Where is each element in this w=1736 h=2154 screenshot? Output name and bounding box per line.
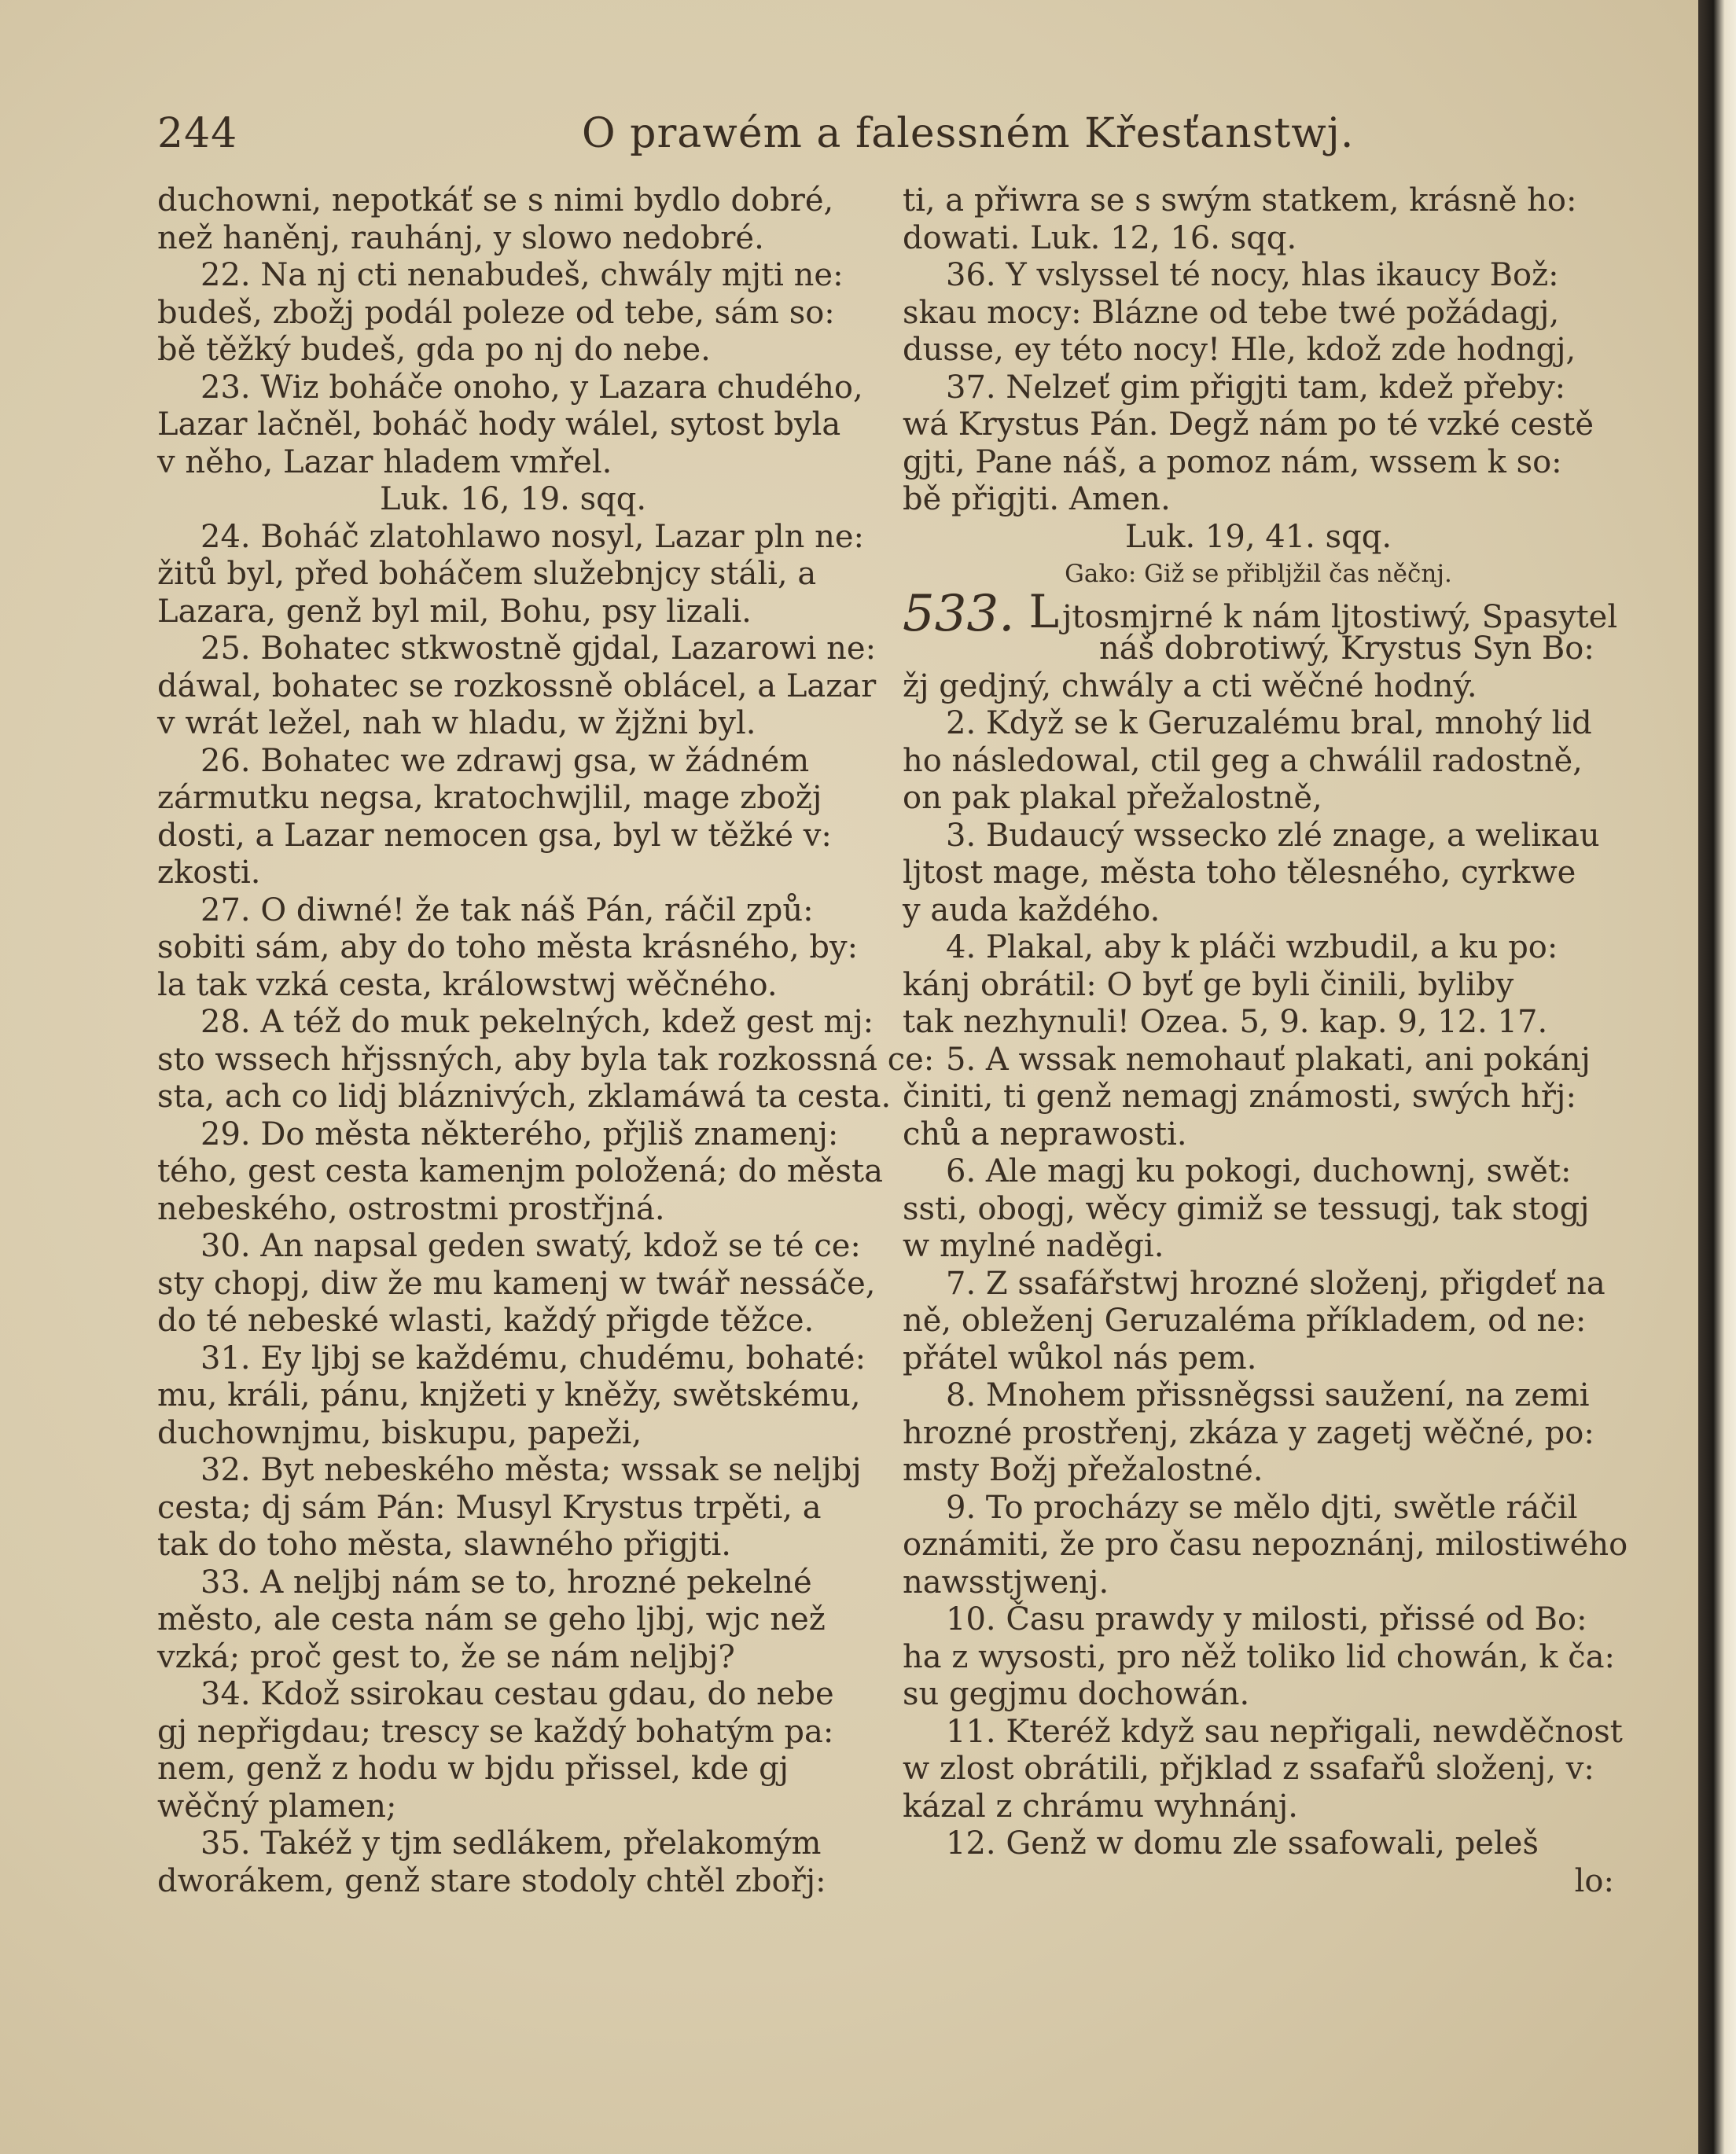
text-line: 23. Wiz boháče onoho, y Lazara chudého, bbox=[200, 369, 863, 406]
text-line: 37. Nelzeť gim přigjti tam, kdež přeby: bbox=[946, 369, 1566, 406]
text-line: 11. Kteréž když sau nepřigali, newděčnost bbox=[946, 1713, 1623, 1750]
text-line: 22. Na nj cti nenabudeš, chwály mjti ne: bbox=[200, 257, 844, 293]
hymn-number: 533. bbox=[903, 584, 1015, 643]
text-line: 35. Takéž y tjm sedlákem, přelakomým bbox=[200, 1825, 822, 1862]
text-line: lo: bbox=[1574, 1862, 1614, 1899]
text-line: 28. A též do muk pekelných, kdež gest mj: bbox=[200, 1004, 874, 1040]
text-line: bě přigjti. Amen. bbox=[903, 481, 1171, 517]
text-line: 26. Bohatec we zdrawj gsa, w žádném bbox=[200, 742, 810, 779]
text-line: tého, gest cesta kamenjm položená; do města bbox=[157, 1153, 883, 1189]
text-line: mu, králi, pánu, knjžeti y kněžy, swětskému, bbox=[157, 1377, 861, 1413]
text-line: žj gedjný, chwály a cti wěčné hodný. bbox=[903, 667, 1477, 704]
text-line: 8. Mnohem přissněgssi saužení, na zemi bbox=[946, 1377, 1590, 1413]
text-line: tak nezhynuli! Ozea. 5, 9. kap. 9, 12. 17. bbox=[903, 1004, 1548, 1040]
right-text-column bbox=[903, 182, 1628, 1900]
text-line: gj nepřigdau; trescy se každý bohatým pa: bbox=[157, 1713, 834, 1750]
text-line: gjti, Pane náš, a pomoz nám, wssem k so: bbox=[903, 443, 1562, 480]
text-line: než haněnj, rauhánj, y slowo nedobré. bbox=[157, 219, 764, 256]
text-line: Lazar lačněl, boháč hody wálel, sytost byla bbox=[157, 406, 841, 443]
book-gutter bbox=[1698, 0, 1736, 2154]
text-line: přátel wůkol nás pem. bbox=[903, 1340, 1257, 1377]
text-line: sta, ach co lidj bláznivých, zklamáwá ta cesta. bbox=[157, 1079, 892, 1115]
left-text-column bbox=[157, 182, 935, 1900]
text-line: žitů byl, před boháčem služebnjcy stáli, a bbox=[157, 556, 817, 592]
text-line: y auda každého. bbox=[903, 891, 1160, 928]
text-line: 9. To procházy se mělo djti, swětle ráčil bbox=[946, 1489, 1578, 1526]
text-line: 25. Bohatec stkwostně gjdal, Lazarowi ne: bbox=[200, 630, 877, 667]
text-line: msty Božj přežalostné. bbox=[903, 1452, 1263, 1488]
text-line: skau mocy: Blázne od tebe twé požádagj, bbox=[903, 294, 1560, 331]
text-line: 33. A neljbj nám se to, hrozné pekelné bbox=[200, 1564, 812, 1601]
text-line: on pak plakal přežalostně, bbox=[903, 780, 1322, 816]
text-line: w mylné naděgi. bbox=[903, 1228, 1164, 1264]
text-line: kázal z chrámu wyhnánj. bbox=[903, 1788, 1298, 1825]
drop-cap: L bbox=[1028, 584, 1060, 638]
text-line: Luk. 19, 41. sqq. bbox=[1124, 518, 1392, 555]
text-line: chů a neprawosti. bbox=[903, 1116, 1187, 1152]
text-line: v něho, Lazar hladem vmřel. bbox=[157, 443, 612, 480]
text-line: su gegjmu dochowán. bbox=[903, 1676, 1250, 1712]
text-line: Lazara, genž byl mil, Bohu, psy lizali. bbox=[157, 593, 752, 630]
text-line: ně, obleženj Geruzaléma příkladem, od ne: bbox=[903, 1303, 1587, 1339]
text-line: 29. Do města některého, přjliš znamenj: bbox=[200, 1116, 839, 1152]
text-line: 24. Boháč zlatohlawo nosyl, Lazar pln ne: bbox=[200, 518, 864, 555]
text-line: la tak vzká cesta, králowstwj wěčného. bbox=[157, 966, 778, 1003]
running-title: O prawém a falessném Křesťanstwj. bbox=[582, 110, 1355, 157]
text-line: dosti, a Lazar nemocen gsa, byl w těžké v: bbox=[157, 817, 832, 854]
text-line: sto wssech hřjssných, aby byla tak rozkossná ce: bbox=[157, 1041, 935, 1078]
text-line: 3. Budaucý wssecko zlé znage, a weliкau bbox=[946, 817, 1600, 854]
text-line: dusse, ey této nocy! Hle, kdož zde hodngj, bbox=[903, 332, 1576, 368]
text-line: sobiti sám, aby do toho města krásného, by: bbox=[157, 929, 859, 965]
text-line: Gako: Giž se přibljžil čas něčnj. bbox=[1065, 560, 1452, 588]
text-line: 4. Plakal, aby k pláči wzbudil, a ku po: bbox=[946, 929, 1558, 965]
text-line: Luk. 16, 19. sqq. bbox=[379, 481, 647, 517]
text-line: ljtost mage, města toho tělesného, cyrkwe bbox=[903, 855, 1576, 891]
page-header bbox=[157, 110, 1494, 173]
text-line: 5. A wssak nemohauť plakati, ani pokánj bbox=[946, 1041, 1591, 1078]
text-line: cesta; dj sám Pán: Musyl Krystus trpěti, a bbox=[157, 1489, 822, 1526]
text-line: kánj obrátil: O byť ge byli činili, byliby bbox=[903, 966, 1514, 1003]
text-line: wá Krystus Pán. Degž nám po té vzké cestě bbox=[903, 406, 1594, 443]
text-line: město, ale cesta nám se geho ljbj, wjc než bbox=[157, 1601, 826, 1638]
text-line: hrozné prostřenj, zkáza y zagetj wěčné, po: bbox=[903, 1414, 1594, 1451]
text-line: zármutku negsa, kratochwjlil, mage zbožj bbox=[157, 780, 822, 816]
text-line: 6. Ale magj ku pokogi, duchownj, swět: bbox=[946, 1153, 1572, 1189]
hymn-heading-line bbox=[903, 584, 1618, 643]
text-line: 12. Genž w domu zle ssafowali, peleš bbox=[946, 1825, 1539, 1862]
text-line: 27. O diwné! že tak náš Pán, ráčil způ: bbox=[200, 891, 814, 928]
text-line: v wrát ležel, nah w hladu, w žjžni byl. bbox=[157, 705, 756, 741]
text-line: w zlost obrátili, přjklad z ssafařů složenj, v: bbox=[903, 1751, 1594, 1787]
text-line: oznámiti, že pro času nepoznánj, milostiwého bbox=[903, 1527, 1628, 1563]
text-line: 34. Kdož ssirokau cestau gdau, do nebe bbox=[200, 1676, 834, 1712]
text-line: vzká; proč gest to, že se nám neljbj? bbox=[157, 1638, 735, 1675]
text-line: 7. Z ssafářstwj hrozné složenj, přigdeť na bbox=[946, 1265, 1605, 1302]
text-line: 31. Ey ljbj se každému, chudému, bohaté: bbox=[200, 1340, 866, 1377]
text-line: nem, genž z hodu w bjdu přissel, kde gj bbox=[157, 1751, 789, 1787]
text-line: 36. Y vslyssel té nocy, hlas ikaucy Bož: bbox=[946, 257, 1559, 293]
text-line: jtosmjrné k nám ljtostiwý, Spasytel bbox=[1062, 598, 1618, 635]
text-line: dworákem, genž stare stodoly chtěl zbořj: bbox=[157, 1862, 826, 1899]
text-line: nebeského, ostrostmi prostřjná. bbox=[157, 1190, 665, 1227]
text-line: nawsstjwenj. bbox=[903, 1564, 1109, 1601]
text-line: dowati. Luk. 12, 16. sqq. bbox=[903, 219, 1297, 256]
text-line: duchownjmu, biskupu, papeži, bbox=[157, 1414, 642, 1451]
page-number: 244 bbox=[157, 110, 238, 157]
text-line: náš dobrotiwý, Krystus Syn Bo: bbox=[1099, 630, 1594, 667]
text-line: do té nebeské wlasti, každý přigde těžce. bbox=[157, 1303, 815, 1339]
text-line: ssti, obogj, wěcy gimiž se tessugj, tak stogj bbox=[903, 1190, 1590, 1227]
text-line: činiti, ti genž nemagj známosti, swých hřj: bbox=[903, 1079, 1576, 1115]
text-line: wěčný plamen; bbox=[157, 1788, 397, 1825]
text-line: 10. Času prawdy y milosti, přissé od Bo: bbox=[946, 1601, 1587, 1638]
text-line: 32. Byt nebeského města; wssak se neljbj bbox=[200, 1452, 862, 1488]
text-line: tak do toho města, slawného přigjti. bbox=[157, 1527, 731, 1563]
text-line: ha z wysosti, pro něž toliko lid chowán, k ča: bbox=[903, 1638, 1616, 1675]
text-line: bě těžký budeš, gda po nj do nebe. bbox=[157, 332, 711, 368]
text-line: 30. An napsal geden swatý, kdož se té ce: bbox=[200, 1228, 861, 1264]
text-line: ho následowal, ctil geg a chwálil radostně, bbox=[903, 742, 1583, 779]
text-line: ti, a přiwra se s swým statkem, krásně ho: bbox=[903, 182, 1577, 219]
text-line: dáwal, bohatec se rozkossně oblácel, a Lazar bbox=[157, 667, 877, 704]
text-line: 2. Když se k Geruzalému bral, mnohý lid bbox=[946, 705, 1592, 741]
text-line: zkosti. bbox=[157, 855, 261, 891]
text-line: budeš, zbožj podál poleze od tebe, sám so: bbox=[157, 294, 835, 331]
text-line: sty chopj, diw že mu kamenj w twář nessáče, bbox=[157, 1265, 876, 1302]
text-line: duchowni, nepotkáť se s nimi bydlo dobré, bbox=[157, 182, 834, 219]
